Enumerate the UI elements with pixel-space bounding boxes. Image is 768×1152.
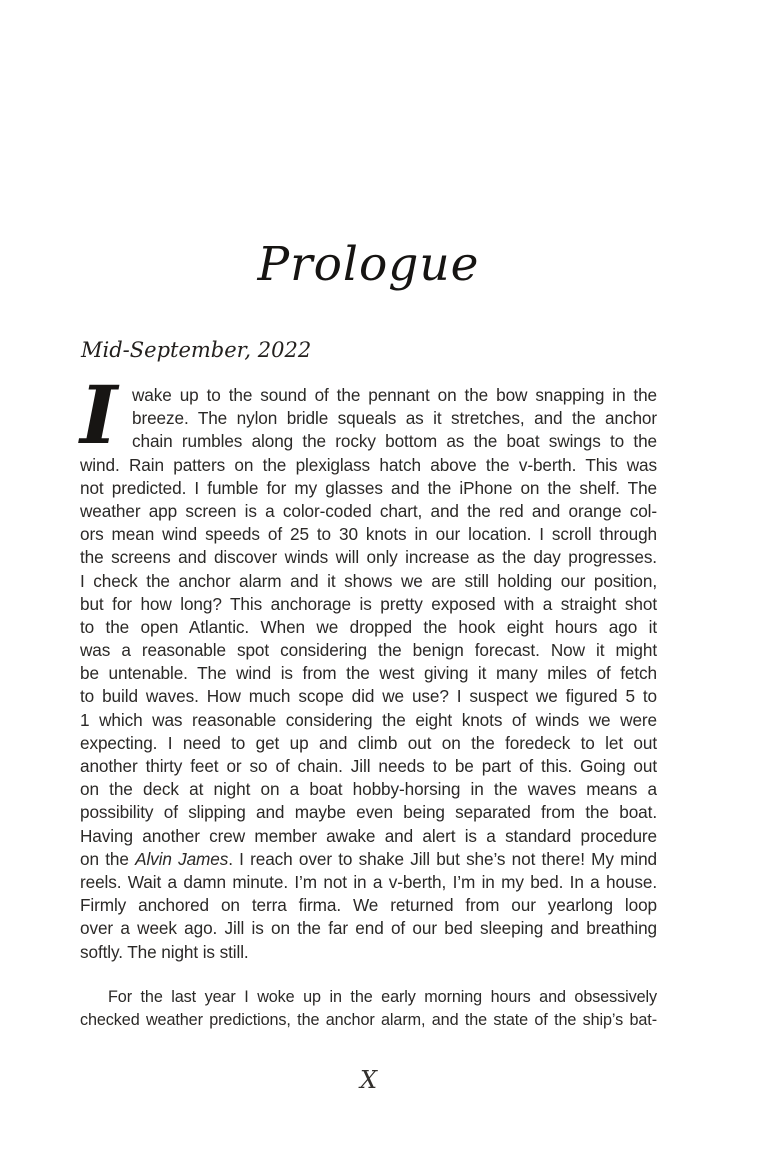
second-paragraph — [80, 986, 657, 1031]
text-line: softly. The night is still. — [80, 941, 249, 962]
text-line: 1 which was reasonable considering the eight knots of winds we were — [80, 709, 657, 730]
text-line: weather app screen is a color-coded chart, and the red and orange col- — [80, 500, 657, 521]
text-line: but for how long? This anchorage is pretty exposed with a straight shot — [80, 593, 657, 614]
text-line: was a reasonable spot considering the benign forecast. Now it might — [80, 640, 657, 661]
text-line: on the deck at night on a boat hobby-horsing in the waves means a — [80, 779, 657, 800]
text-line: expecting. I need to get up and climb out on the foredeck to let out — [80, 732, 657, 753]
text-line: Having another crew member awake and alert is a standard procedure — [80, 825, 657, 846]
text-line: reels. Wait a damn minute. I’m not in a v-berth, I’m in my bed. In a house. — [80, 871, 657, 892]
text-line: breeze. The nylon bridle squeals as it stretches, and the anchor — [132, 408, 657, 429]
text-line: wind. Rain patters on the plexiglass hatch above the v-berth. This was — [80, 454, 657, 475]
page-number: X — [359, 1066, 378, 1094]
text-line: to build waves. How much scope did we use? I suspect we figured 5 to — [80, 686, 657, 707]
text-line: over a week ago. Jill is on the far end of our bed sleeping and breathing — [80, 918, 657, 939]
text-line: the screens and discover winds will only increase as the day progresses. — [80, 547, 657, 568]
text-line: possibility of slipping and maybe even being separated from the boat. — [80, 802, 657, 823]
drop-cap: I — [80, 368, 118, 462]
text-line: checked weather predictions, the anchor alarm, and the state of the ship’s bat- — [80, 1010, 657, 1029]
opening-paragraph — [80, 368, 657, 964]
text-line: to the open Atlantic. When we dropped the hook eight hours ago it — [80, 616, 657, 637]
text-line: not predicted. I fumble for my glasses and the iPhone on the shelf. The — [80, 477, 657, 498]
text-line: For the last year I woke up in the early morning hours and obsessively — [108, 988, 657, 1006]
text-line: chain rumbles along the rocky bottom as the boat swings to the — [132, 431, 657, 452]
chapter-title: Prologue — [257, 237, 480, 292]
text-line: wake up to the sound of the pennant on the bow snapping in the — [132, 385, 657, 405]
text-line: another thirty feet or so of chain. Jill needs to be part of this. Going out — [80, 756, 657, 776]
text-line: Firmly anchored on terra firma. We returned from our yearlong loop — [80, 895, 657, 916]
dateline: Mid-September, 2022 — [81, 338, 312, 362]
text-line: on the Alvin James. I reach over to shake Jill but she’s not there! My mind — [80, 848, 657, 869]
text-line: be untenable. The wind is from the west giving it many miles of fetch — [80, 663, 657, 684]
text-line: I check the anchor alarm and it shows we are still holding our position, — [80, 570, 657, 591]
text-line: ors mean wind speeds of 25 to 30 knots in our location. I scroll through — [80, 524, 657, 545]
